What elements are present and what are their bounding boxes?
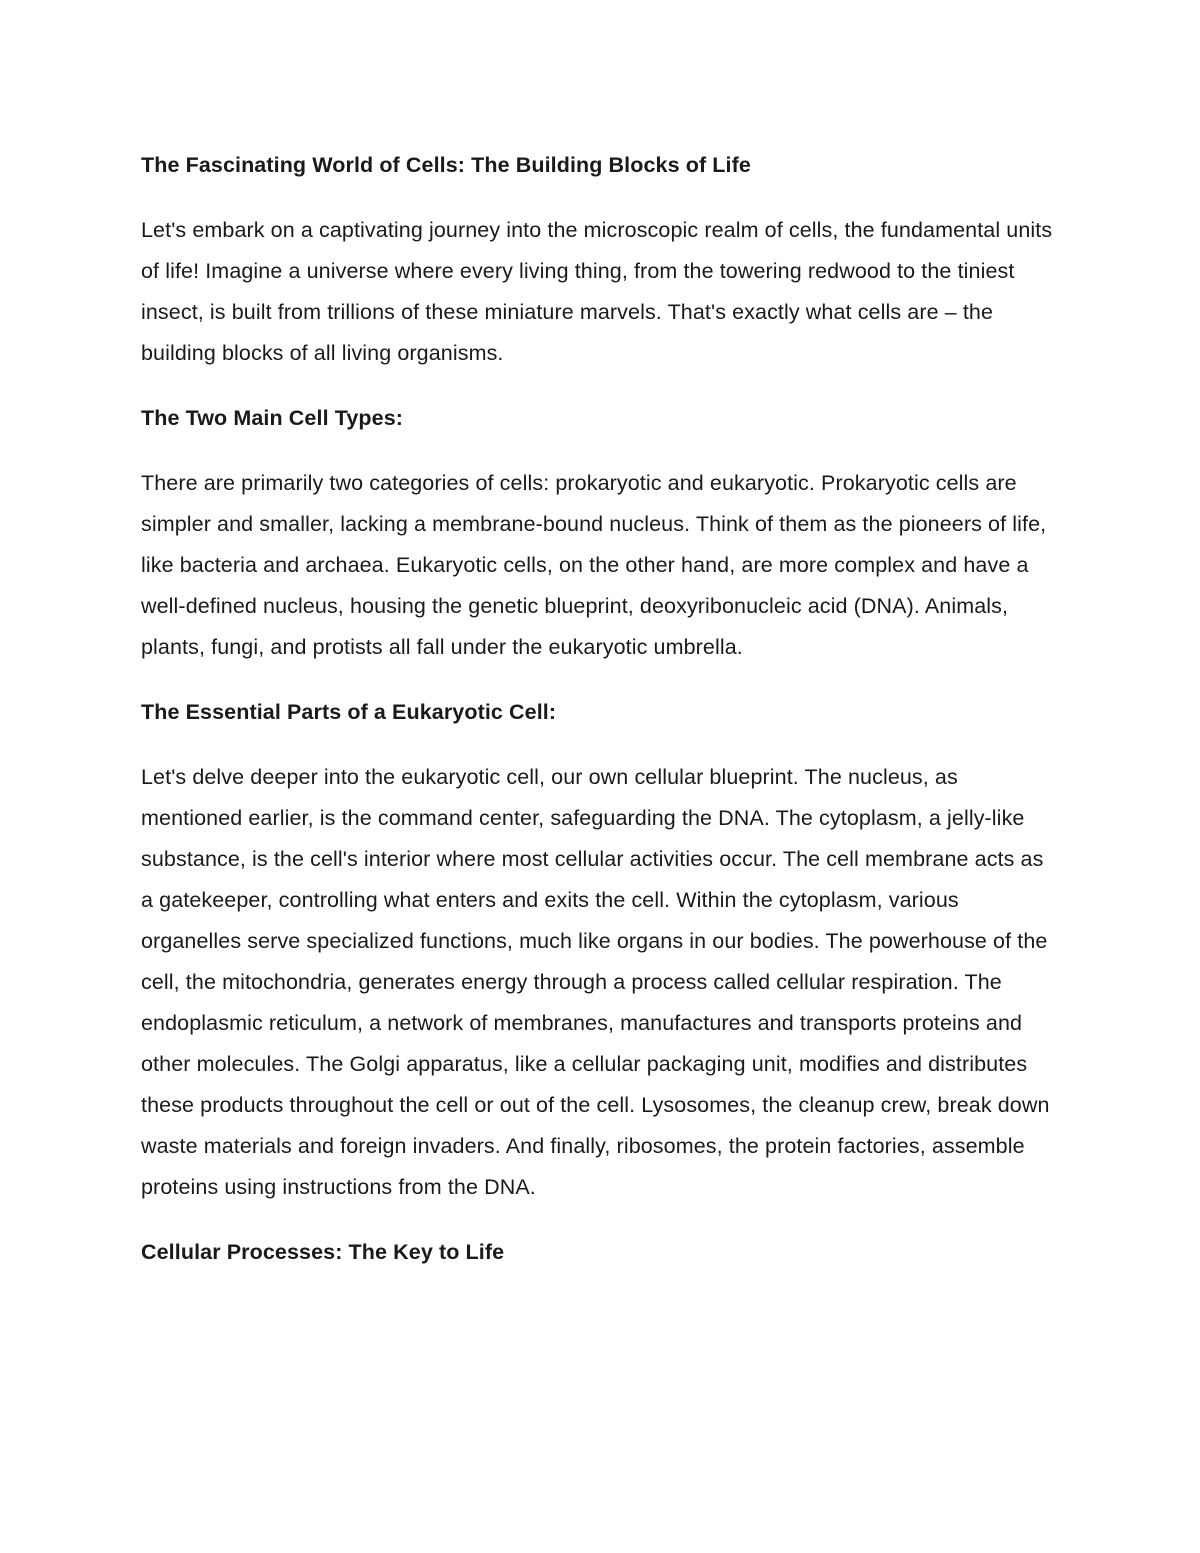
- document-page: [141, 145, 1061, 1273]
- section-heading-cellular-processes: Cellular Processes: The Key to Life: [141, 1240, 505, 1264]
- section-body-cell-types: There are primarily two categories of cells: prokaryotic and eukaryotic. Prokaryotic cells are simpler and smaller, lacking a membrane-bound nucleus. Think of them as the pioneers of life, like bacteria and archaea. Eukaryotic cells, on the other hand, are more complex and have a well-defined nucleus, housing the genetic blueprint, deoxyribonucleic acid (DNA). Animals, plants, fungi, and protists all fall under the eukaryotic umbrella.: [141, 471, 1047, 659]
- document-title: The Fascinating World of Cells: The Building Blocks of Life: [141, 153, 751, 177]
- section-heading-eukaryotic-parts: The Essential Parts of a Eukaryotic Cell:: [141, 700, 557, 724]
- section-body-eukaryotic-parts: Let's delve deeper into the eukaryotic cell, our own cellular blueprint. The nucleus, as mentioned earlier, is the command center, safeguarding the DNA. The cytoplasm, a jelly-like substance, is the cell's interior where most cellular activities occur. The cell membrane acts as a gatekeeper, controlling what enters and exits the cell. Within the cytoplasm, various organelles serve specialized functions, much like organs in our bodies. The powerhouse of the cell, the mitochondria, generates energy through a process called cellular respiration. The endoplasmic reticulum, a network of membranes, manufactures and transports proteins and other molecules. The Golgi apparatus, like a cellular packaging unit, modifies and distributes these products throughout the cell or out of the cell. Lysosomes, the cleanup crew, break down waste materials and foreign invaders. And finally, ribosomes, the protein factories, assemble proteins using instructions from the DNA.: [141, 765, 1050, 1199]
- section-heading-cell-types: The Two Main Cell Types:: [141, 406, 404, 430]
- intro-paragraph: Let's embark on a captivating journey into the microscopic realm of cells, the fundamental units of life! Imagine a universe where every living thing, from the towering redwood to the tiniest insect, is built from trillions of these miniature marvels. That's exactly what cells are – the building blocks of all living organisms.: [141, 218, 1053, 365]
